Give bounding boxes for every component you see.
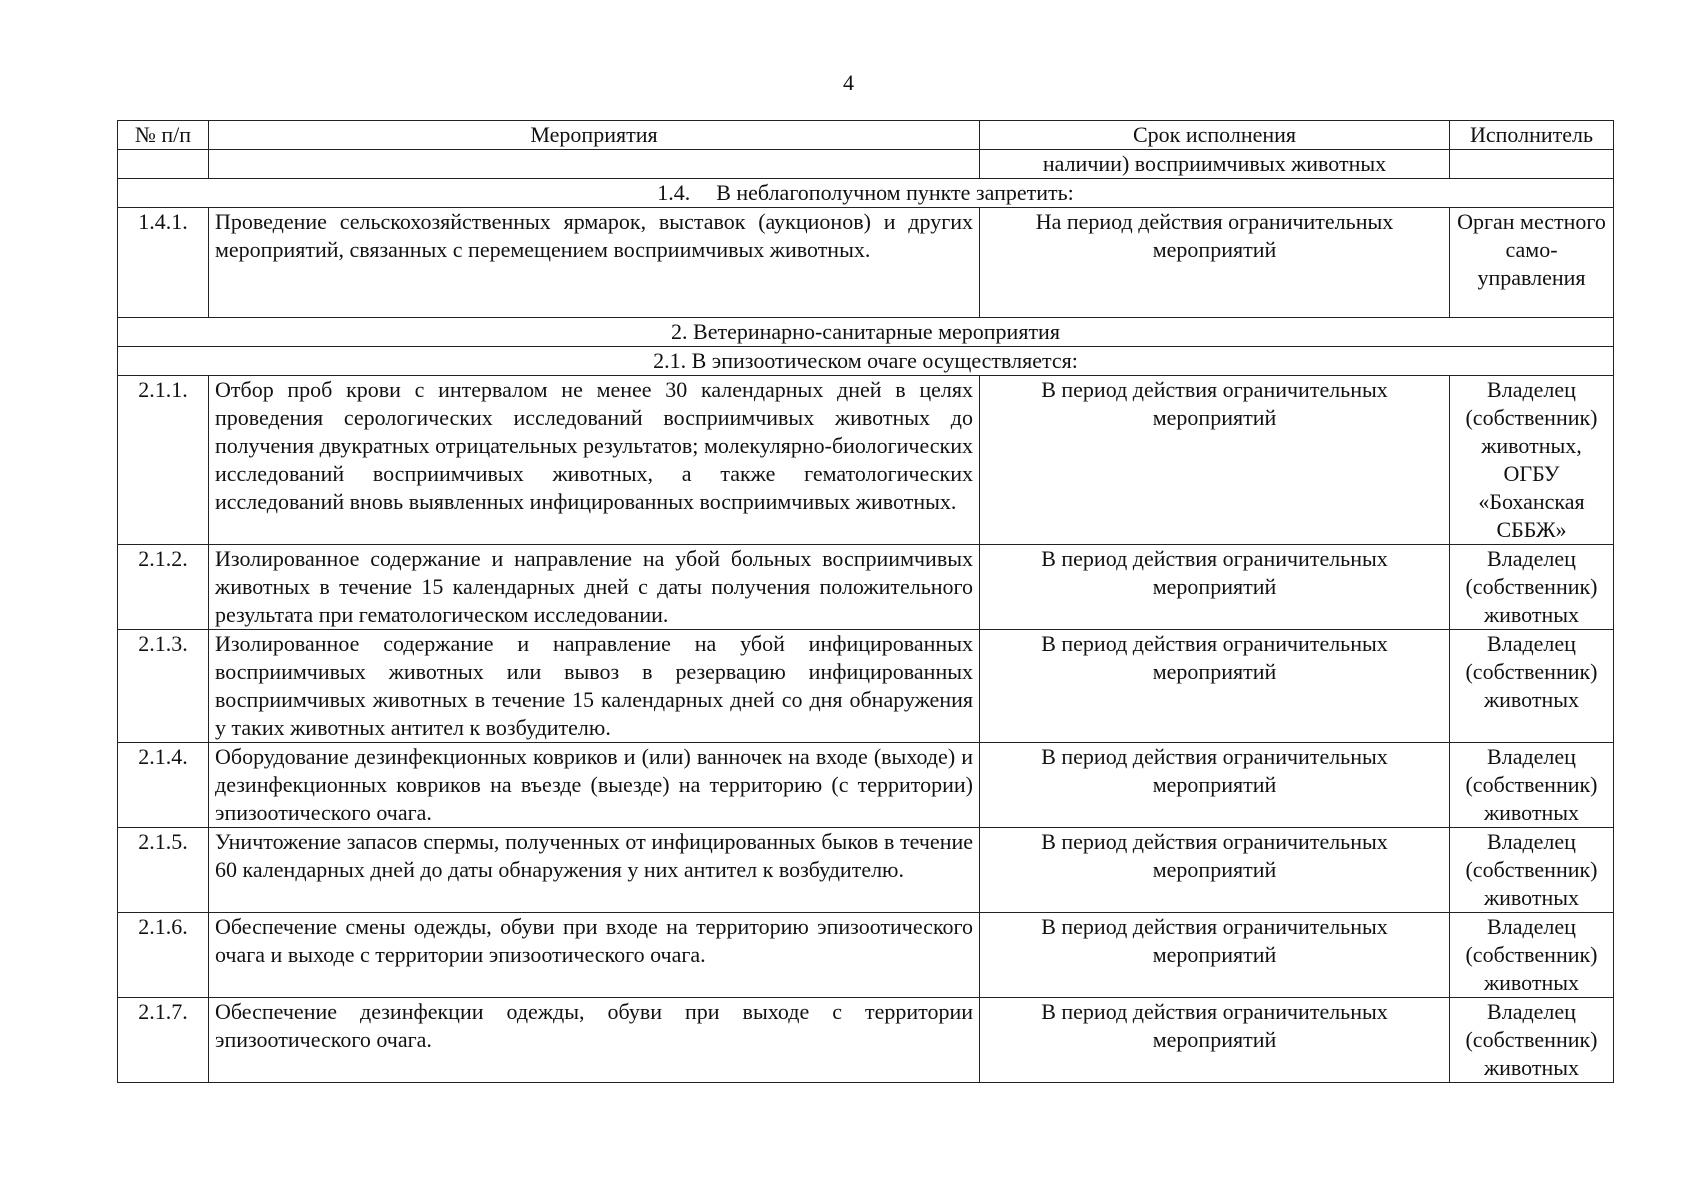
table-row bbox=[118, 998, 1614, 1083]
row-num: 2.1.1. bbox=[118, 376, 209, 545]
subsection-row-2-1 bbox=[118, 347, 1614, 376]
row-term: В период действия ограничительных мероприятий bbox=[980, 828, 1450, 913]
row-executor: Владелец (собственник) животных bbox=[1450, 545, 1614, 630]
row-measure: Проведение сельскохозяйственных ярмарок, выставок (аукционов) и других мероприятий, связанных с перемещением восприимчивых животных. bbox=[209, 208, 980, 318]
row-measure: Изолированное содержание и направление на убой инфицированных восприимчивых животных или вывоз в резервацию инфицированных восприимчивых животных в течение 15 календарных дней со дня обнаружения у таких животных антител к возбудителю. bbox=[209, 630, 980, 743]
measures-table bbox=[117, 120, 1614, 1083]
row-executor: Владелец (собственник) животных bbox=[1450, 743, 1614, 828]
row-executor: Владелец (собственник) животных bbox=[1450, 630, 1614, 743]
header-measure: Мероприятия bbox=[209, 121, 980, 150]
continuation-num bbox=[118, 150, 209, 179]
row-executor: Владелец (собственник) животных bbox=[1450, 828, 1614, 913]
subsection-1-4-text: В неблагополучном пункте запретить: bbox=[716, 180, 1074, 205]
table-row bbox=[118, 743, 1614, 828]
page-number: 4 bbox=[843, 70, 854, 95]
table-row bbox=[118, 630, 1614, 743]
row-measure: Обеспечение дезинфекции одежды, обуви при выходе с территории эпизоотического очага. bbox=[209, 998, 980, 1083]
row-num: 2.1.3. bbox=[118, 630, 209, 743]
continuation-row bbox=[118, 150, 1614, 179]
continuation-executor bbox=[1450, 150, 1614, 179]
row-executor: Владелец (собственник) животных bbox=[1450, 998, 1614, 1083]
row-term: В период действия ограничительных мероприятий bbox=[980, 743, 1450, 828]
subsection-1-4-number: 1.4. bbox=[657, 180, 691, 205]
row-term: В период действия ограничительных мероприятий bbox=[980, 998, 1450, 1083]
subsection-2-1: 2.1. В эпизоотическом очаге осуществляется: bbox=[118, 347, 1614, 376]
row-executor: Владелец (собственник) животных bbox=[1450, 913, 1614, 998]
table-row bbox=[118, 545, 1614, 630]
row-measure: Изолированное содержание и направление на убой больных восприимчивых животных в течение 15 календарных дней с даты получения положительного результата при гематологическом исследовании. bbox=[209, 545, 980, 630]
row-num: 2.1.6. bbox=[118, 913, 209, 998]
row-term: В период действия ограничительных мероприятий bbox=[980, 545, 1450, 630]
row-measure: Оборудование дезинфекционных ковриков и (или) ванночек на входе (выходе) и дезинфекционных ковриков на въезде (выезде) на территорию (с территории) эпизоотического очага. bbox=[209, 743, 980, 828]
row-term: В период действия ограничительных мероприятий bbox=[980, 913, 1450, 998]
row-term: В период действия ограничительных мероприятий bbox=[980, 376, 1450, 545]
row-num: 1.4.1. bbox=[118, 208, 209, 318]
row-num: 2.1.7. bbox=[118, 998, 209, 1083]
continuation-measure bbox=[209, 150, 980, 179]
continuation-term: наличии) восприимчивых животных bbox=[980, 150, 1450, 179]
row-num: 2.1.2. bbox=[118, 545, 209, 630]
row-measure: Уничтожение запасов спермы, полученных от инфицированных быков в течение 60 календарных дней до даты обнаружения у них антител к возбудителю. bbox=[209, 828, 980, 913]
header-term: Срок исполнения bbox=[980, 121, 1450, 150]
section-row-2 bbox=[118, 318, 1614, 347]
row-executor: Владелец (собственник) животных, ОГБУ «Боханская СББЖ» bbox=[1450, 376, 1614, 545]
table-row bbox=[118, 828, 1614, 913]
section-2-title: 2. Ветеринарно-санитарные мероприятия bbox=[118, 318, 1614, 347]
row-term: На период действия ограничительных мероприятий bbox=[980, 208, 1450, 318]
table-row bbox=[118, 208, 1614, 318]
row-term: В период действия ограничительных мероприятий bbox=[980, 630, 1450, 743]
table-row bbox=[118, 376, 1614, 545]
header-executor: Исполнитель bbox=[1450, 121, 1614, 150]
subsection-1-4 bbox=[118, 179, 1614, 208]
subsection-row-1-4 bbox=[118, 179, 1614, 208]
row-measure: Отбор проб крови с интервалом не менее 30 календарных дней в целях проведения серологических исследований восприимчивых животных до получения двукратных отрицательных результатов; молекулярно-биологических исследований восприимчивых животных, а также гематологических исследований вновь выявленных инфицированных восприимчивых животных. bbox=[209, 376, 980, 545]
header-num: № п/п bbox=[118, 121, 209, 150]
table-row bbox=[118, 913, 1614, 998]
row-num: 2.1.5. bbox=[118, 828, 209, 913]
table-header-row bbox=[118, 121, 1614, 150]
row-measure: Обеспечение смены одежды, обуви при входе на территорию эпизоотического очага и выходе с территории эпизоотического очага. bbox=[209, 913, 980, 998]
row-executor: Орган местного само-управления bbox=[1450, 208, 1614, 318]
row-num: 2.1.4. bbox=[118, 743, 209, 828]
